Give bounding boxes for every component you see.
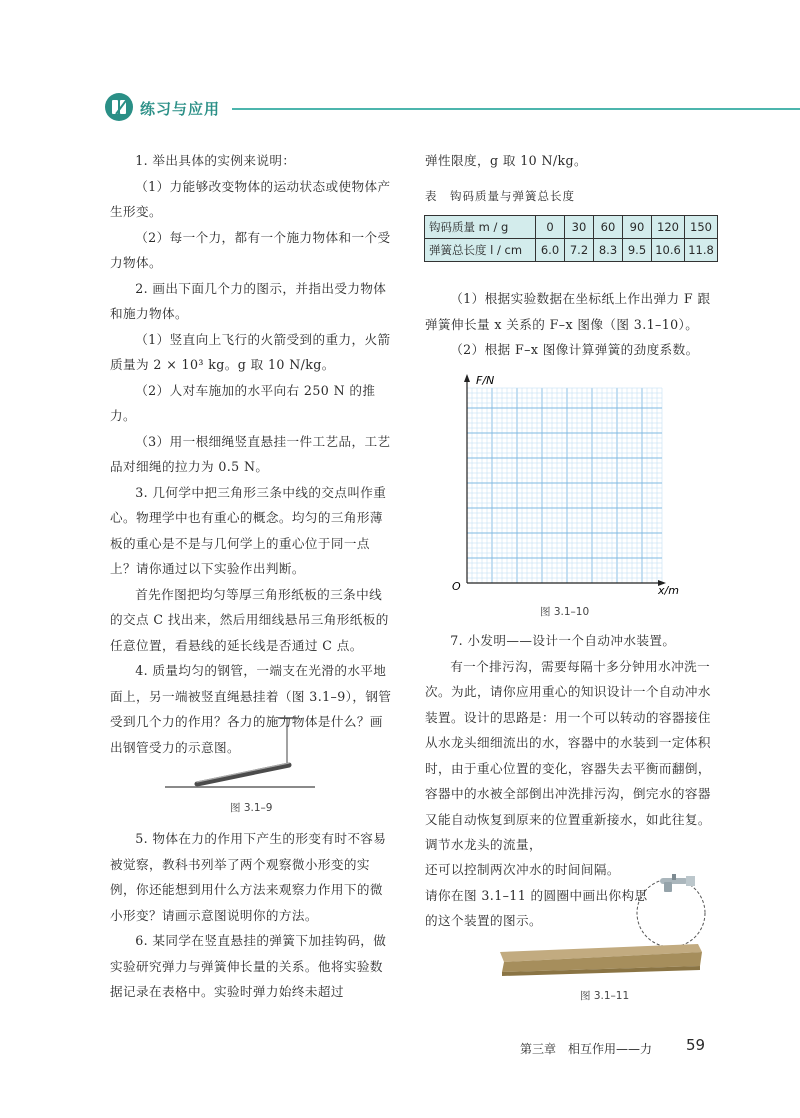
left-column (110, 148, 392, 760)
table-row-head: 弹簧总长度 l / cm (425, 239, 536, 262)
question-1-b: （2）每一个力，都有一个施力物体和一个受力物体。 (110, 229, 391, 270)
question-4: 4. 质量均匀的钢管，一端支在光滑的水平地面上，另一端被竖直绳悬挂着（图 3.1–9），钢管受到几个力的作用？各力的施力物体是什么？画出钢管受力的示意图。 (110, 663, 392, 755)
question-7-title: 7. 小发明——设计一个自动冲水装置。 (450, 633, 676, 648)
question-7-body: 有一个排污沟，需要每隔十多分钟用水冲洗一次。为此，请你应用重心的知识设计一个自动冲水装置。设计的思路是：用一个可以转动的容器接住从水龙头细细流出的水，容器中的水装到一定体积时，由于重心位置的变化，容器失去平衡而翻倒，容器中的水被全部倒出冲洗排污沟，倒完水的容器又能自动恢复到原来的位置重新接水，如此往复。调节水龙头的流量， (425, 658, 711, 852)
table-cell: 7.2 (565, 239, 594, 262)
section-divider (232, 108, 800, 110)
table-cell: 60 (594, 216, 623, 239)
right-column-top (425, 148, 715, 174)
data-table (424, 215, 718, 262)
figure-3-1-11-caption: 图 3.1–11 (580, 990, 630, 1002)
figure-3-1-9-caption: 图 3.1–9 (230, 802, 273, 814)
table-cell: 30 (565, 216, 594, 239)
origin-label: O (452, 580, 461, 593)
page-number: 59 (686, 1036, 706, 1054)
table-row (425, 239, 718, 262)
table-cell: 150 (685, 216, 718, 239)
question-2: 2. 画出下面几个力的图示，并指出受力物体和施力物体。 (110, 280, 387, 321)
grid-lines (467, 388, 662, 583)
question-1-a: （1）力能够改变物体的运动状态或使物体产生形变。 (110, 178, 391, 219)
y-axis-label: F/N (476, 374, 495, 387)
question-1: 1. 举出具体的实例来说明： (135, 153, 296, 168)
table-caption: 表 钩码质量与弹簧总长度 (425, 189, 575, 203)
exercise-pencil-icon (104, 92, 134, 122)
left-column-bottom (110, 826, 392, 1005)
table-row-head: 钩码质量 m / g (425, 216, 536, 239)
table-row (425, 216, 718, 239)
question-5: 5. 物体在力的作用下产生的形变有时不容易被觉察，教科书列举了两个观察微小形变的实例，你还能想到用什么方法来观察力作用下的微小形变？请画示意图说明你的方法。 (110, 831, 387, 923)
question-6-2: （2）根据 F–x 图像计算弹簧的劲度系数。 (450, 342, 699, 357)
question-2-b: （2）人对车施加的水平向右 250 N 的推力。 (110, 382, 376, 423)
faucet-figure (488, 872, 708, 984)
question-6: 6. 某同学在竖直悬挂的弹簧下加挂钩码，做实验研究弹力与弹簧伸长量的关系。他将实验数据记录在表格中。实验时弹力始终未超过 (110, 933, 387, 999)
table-cell: 8.3 (594, 239, 623, 262)
question-6-parts (425, 286, 715, 363)
section-title: 练习与应用 (140, 100, 221, 118)
table-cell: 6.0 (536, 239, 565, 262)
table-cell: 0 (536, 216, 565, 239)
question-7-body-2: 还可以控制两次冲水的时间间隔。 (425, 862, 620, 877)
question-2-a: （1）竖直向上飞行的火箭受到的重力，火箭质量为 2 × 10³ kg。g 取 10 N/kg。 (110, 331, 391, 372)
question-6-1: （1）根据实验数据在坐标纸上作出弹力 F 跟弹簧伸长量 x 关系的 F–x 图像（图 3.1–10）。 (425, 291, 711, 332)
x-axis-label: x/m (658, 584, 679, 597)
table-cell: 120 (652, 216, 685, 239)
question-3-b: 首先作图把均匀等厚三角形纸板的三条中线的交点 C 找出来，然后用细线悬吊三角形纸板的任意位置，看悬线的延长线是否通过 C 点。 (110, 586, 389, 653)
question-2-c: （3）用一根细绳竖直悬挂一件工艺品，工艺品对细绳的拉力为 0.5 N。 (110, 433, 391, 474)
table-cell: 10.6 (652, 239, 685, 262)
chapter-title: 第三章 相互作用——力 (520, 1042, 653, 1056)
question-7 (425, 628, 715, 858)
question-6-continued: 弹性限度，g 取 10 N/kg。 (425, 153, 588, 168)
table-cell: 90 (623, 216, 652, 239)
section-header (104, 92, 800, 132)
table-cell: 9.5 (623, 239, 652, 262)
table-cell: 11.8 (685, 239, 718, 262)
grid-paper-figure (440, 368, 690, 598)
question-7-body-3: 请你在图 3.1–11 的圆圈中画出你构思的这个装置的图示。 (425, 887, 648, 928)
question-3: 3. 几何学中把三角形三条中线的交点叫作重心。物理学中也有重心的概念。均匀的三角形薄板的重心是不是与几何学上的重心位于同一点上？请你通过以下实验作出判断。 (110, 484, 387, 576)
steel-pipe-figure (165, 708, 325, 792)
figure-3-1-10-caption: 图 3.1–10 (540, 606, 590, 618)
